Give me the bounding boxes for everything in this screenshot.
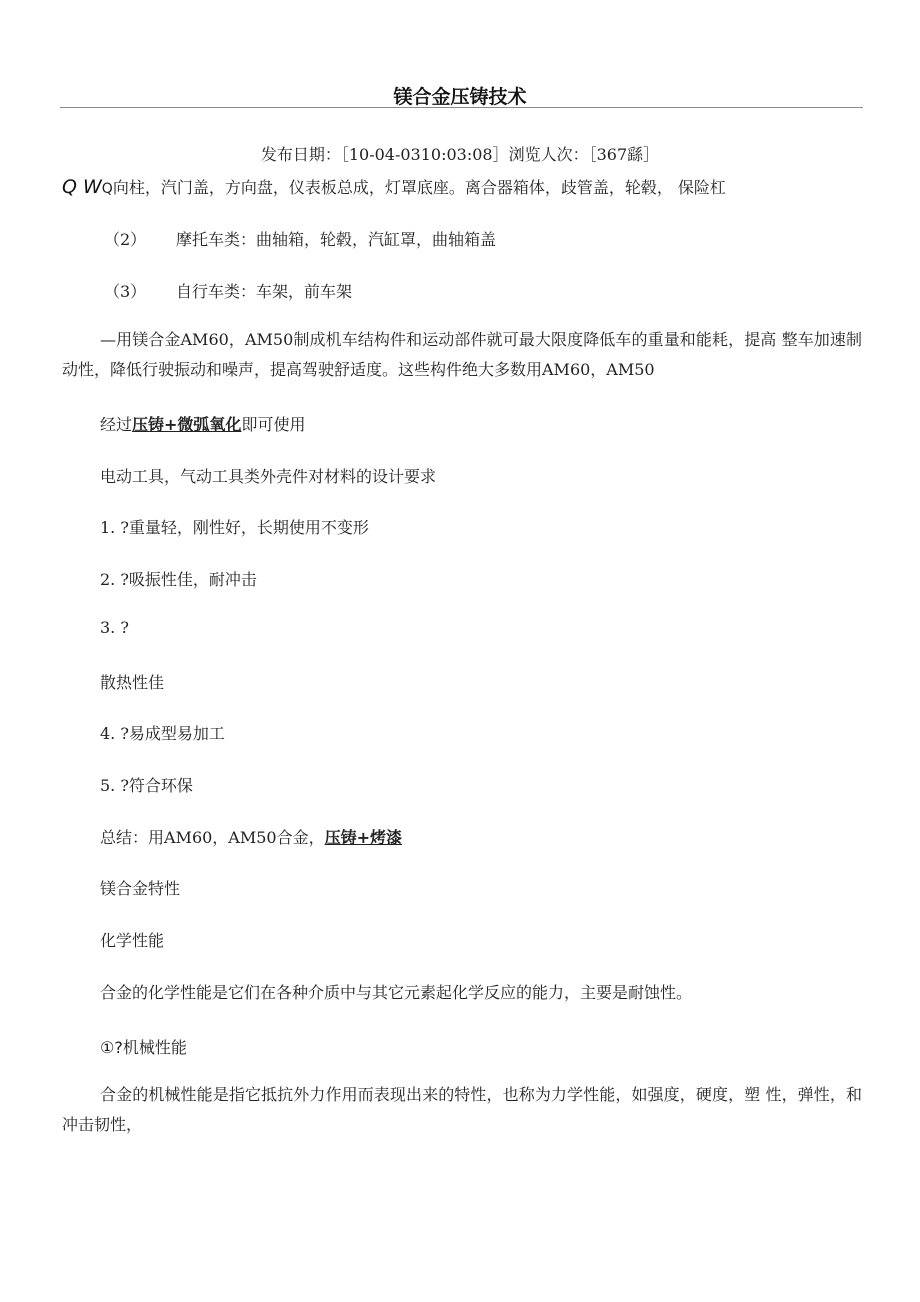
intro-prefix-big: Q W xyxy=(62,176,102,198)
enum-item-3 xyxy=(104,279,352,302)
summary-prefix: 总结：用AM60，AM50合金， xyxy=(100,828,325,847)
enum-number: （2） xyxy=(104,230,147,249)
requirement-item: 2. ?吸振性佳，耐冲击 xyxy=(100,570,257,589)
intro-line xyxy=(62,175,726,198)
summary-emphasis: 压铸+烤漆 xyxy=(324,828,403,847)
requirement-item: 散热性佳 xyxy=(100,673,165,692)
title-divider xyxy=(60,107,863,108)
subsection-mechanical: ①?机械性能 xyxy=(100,1038,187,1057)
enum-number: （3） xyxy=(104,282,147,301)
enum-text: 自行车类：车架，前车架 xyxy=(176,282,353,301)
process-prefix: 经过 xyxy=(100,415,133,434)
enum-text: 摩托车类：曲轴箱，轮毂，汽缸罩，曲轴箱盖 xyxy=(176,230,497,249)
process-line xyxy=(100,412,305,435)
am-paragraph: —用镁合金AM60，AM50制成机车结构件和运动部件就可最大限度降低车的重量和能耗，提高 整车加速制动性，降低行驶振动和噪声，提高驾驶舒适度。这些构件绝大多数用AM60，AM50 xyxy=(62,330,862,379)
requirement-item: 3. ? xyxy=(100,618,129,637)
enum-item-2 xyxy=(104,227,496,250)
tools-heading: 电动工具，气动工具类外壳件对材料的设计要求 xyxy=(100,467,437,486)
requirement-item: 4. ?易成型易加工 xyxy=(100,724,225,743)
document-title: 镁合金压铸技术 xyxy=(393,86,527,108)
process-suffix: 即可使用 xyxy=(241,415,306,434)
subsection-chemical: 化学性能 xyxy=(100,931,165,950)
intro-text: 向柱，汽门盖，方向盘，仪表板总成，灯罩底座。离合器箱体，歧管盖，轮毂， 保险杠 xyxy=(112,178,726,197)
requirement-item: 1. ?重量轻，刚性好，长期使用不变形 xyxy=(100,518,369,537)
publish-meta: 发布日期：［10-04-0310:03:08］浏览人次：［367繇］ xyxy=(260,145,660,164)
process-emphasis: 压铸+微弧氧化 xyxy=(132,415,242,434)
summary-line xyxy=(100,825,402,848)
chemical-text: 合金的化学性能是它们在各种介质中与其它元素起化学反应的能力，主要是耐蚀性。 xyxy=(100,983,693,1002)
requirement-item: 5. ?符合环保 xyxy=(100,776,193,795)
section-heading: 镁合金特性 xyxy=(100,879,181,898)
mechanical-paragraph: 合金的机械性能是指它抵抗外力作用而表现出来的特性，也称为力学性能，如强度，硬度，塑 性，弹性，和冲击韧性， xyxy=(62,1085,862,1134)
intro-prefix-small: Q xyxy=(101,181,113,197)
